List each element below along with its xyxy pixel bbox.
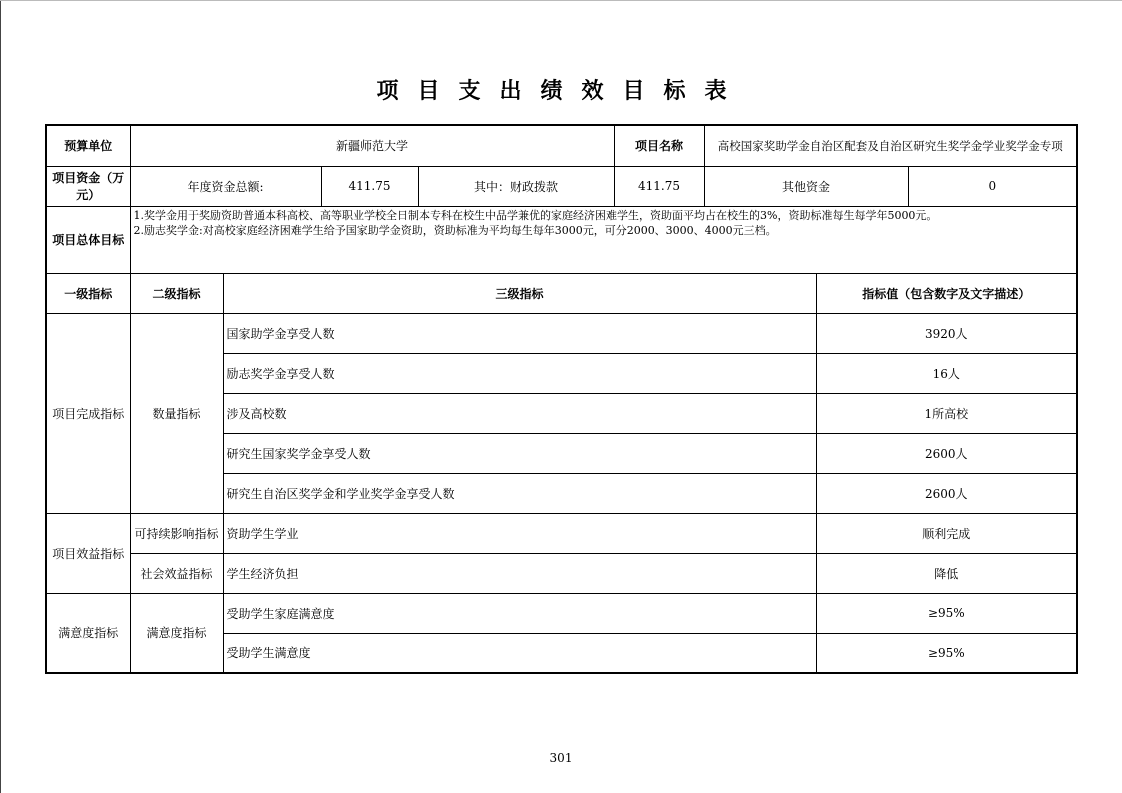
page-number: 301 [549,751,573,765]
indicator-name: 研究生国家奖学金享受人数 [223,433,816,473]
budget-unit-label: 预算单位 [46,125,130,166]
indicator-name: 资助学生学业 [223,513,816,553]
table-row [46,593,1077,633]
header-level1: 一级指标 [46,273,130,313]
funds-row [46,166,1077,206]
budget-unit-row [46,125,1077,166]
benefit-level2: 可持续影响指标 [130,513,223,553]
table-row [46,313,1077,353]
fiscal-label: 其中：财政拨款 [418,166,614,206]
annual-total-label: 年度资金总额: [130,166,321,206]
overall-goal-line-1: 1.奖学金用于奖励资助普通本科高校、高等职业学校全日制本专科在校生中品学兼优的家庭经济困难学生，资助面平均占在校生的3%，资助标准每生每学年5000元。 [133,208,938,222]
indicator-value: ≥95% [816,633,1077,673]
performance-goal-table [45,124,1078,674]
other-funds-value: 0 [908,166,1077,206]
overall-goal-line-2: 2.励志奖学金:对高校家庭经济困难学生给予国家助学金资助，资助标准为平均每生每年3000元，可分2000、3000、4000元三档。 [133,223,777,237]
benefit-level1: 项目效益指标 [46,513,130,593]
indicator-header-row [46,273,1077,313]
completion-level2: 数量指标 [130,313,223,513]
project-name-value: 高校国家奖助学金自治区配套及自治区研究生奖学金学业奖学金专项 [704,125,1077,166]
indicator-value: 3920人 [816,313,1077,353]
indicator-value: 2600人 [816,473,1077,513]
fiscal-value: 411.75 [614,166,704,206]
budget-unit-value: 新疆师范大学 [130,125,614,166]
indicator-name: 国家助学金享受人数 [223,313,816,353]
header-value: 指标值（包含数字及文字描述） [816,273,1077,313]
benefit-level2: 社会效益指标 [130,553,223,593]
satisfaction-level2: 满意度指标 [130,593,223,673]
other-funds-label: 其他资金 [704,166,908,206]
annual-total-value: 411.75 [321,166,418,206]
indicator-value: 16人 [816,353,1077,393]
indicator-value: ≥95% [816,593,1077,633]
page-top-edge [0,0,1122,1]
page-title: 项目支出绩效目标表 [376,79,746,104]
indicator-name: 涉及高校数 [223,393,816,433]
indicator-name: 励志奖学金享受人数 [223,353,816,393]
funds-label: 项目资金（万元） [46,166,130,206]
indicator-name: 受助学生家庭满意度 [223,593,816,633]
overall-goal-text [130,206,1077,273]
table-row [46,553,1077,593]
overall-goal-label: 项目总体目标 [46,206,130,273]
indicator-name: 学生经济负担 [223,553,816,593]
indicator-value: 顺利完成 [816,513,1077,553]
overall-goal-row [46,206,1077,273]
project-name-label: 项目名称 [614,125,704,166]
indicator-value: 1所高校 [816,393,1077,433]
completion-level1: 项目完成指标 [46,313,130,513]
header-level3: 三级指标 [223,273,816,313]
indicator-name: 研究生自治区奖学金和学业奖学金享受人数 [223,473,816,513]
header-level2: 二级指标 [130,273,223,313]
satisfaction-level1: 满意度指标 [46,593,130,673]
page-left-edge [0,0,1,793]
table-row [46,513,1077,553]
indicator-value: 2600人 [816,433,1077,473]
indicator-name: 受助学生满意度 [223,633,816,673]
indicator-value: 降低 [816,553,1077,593]
